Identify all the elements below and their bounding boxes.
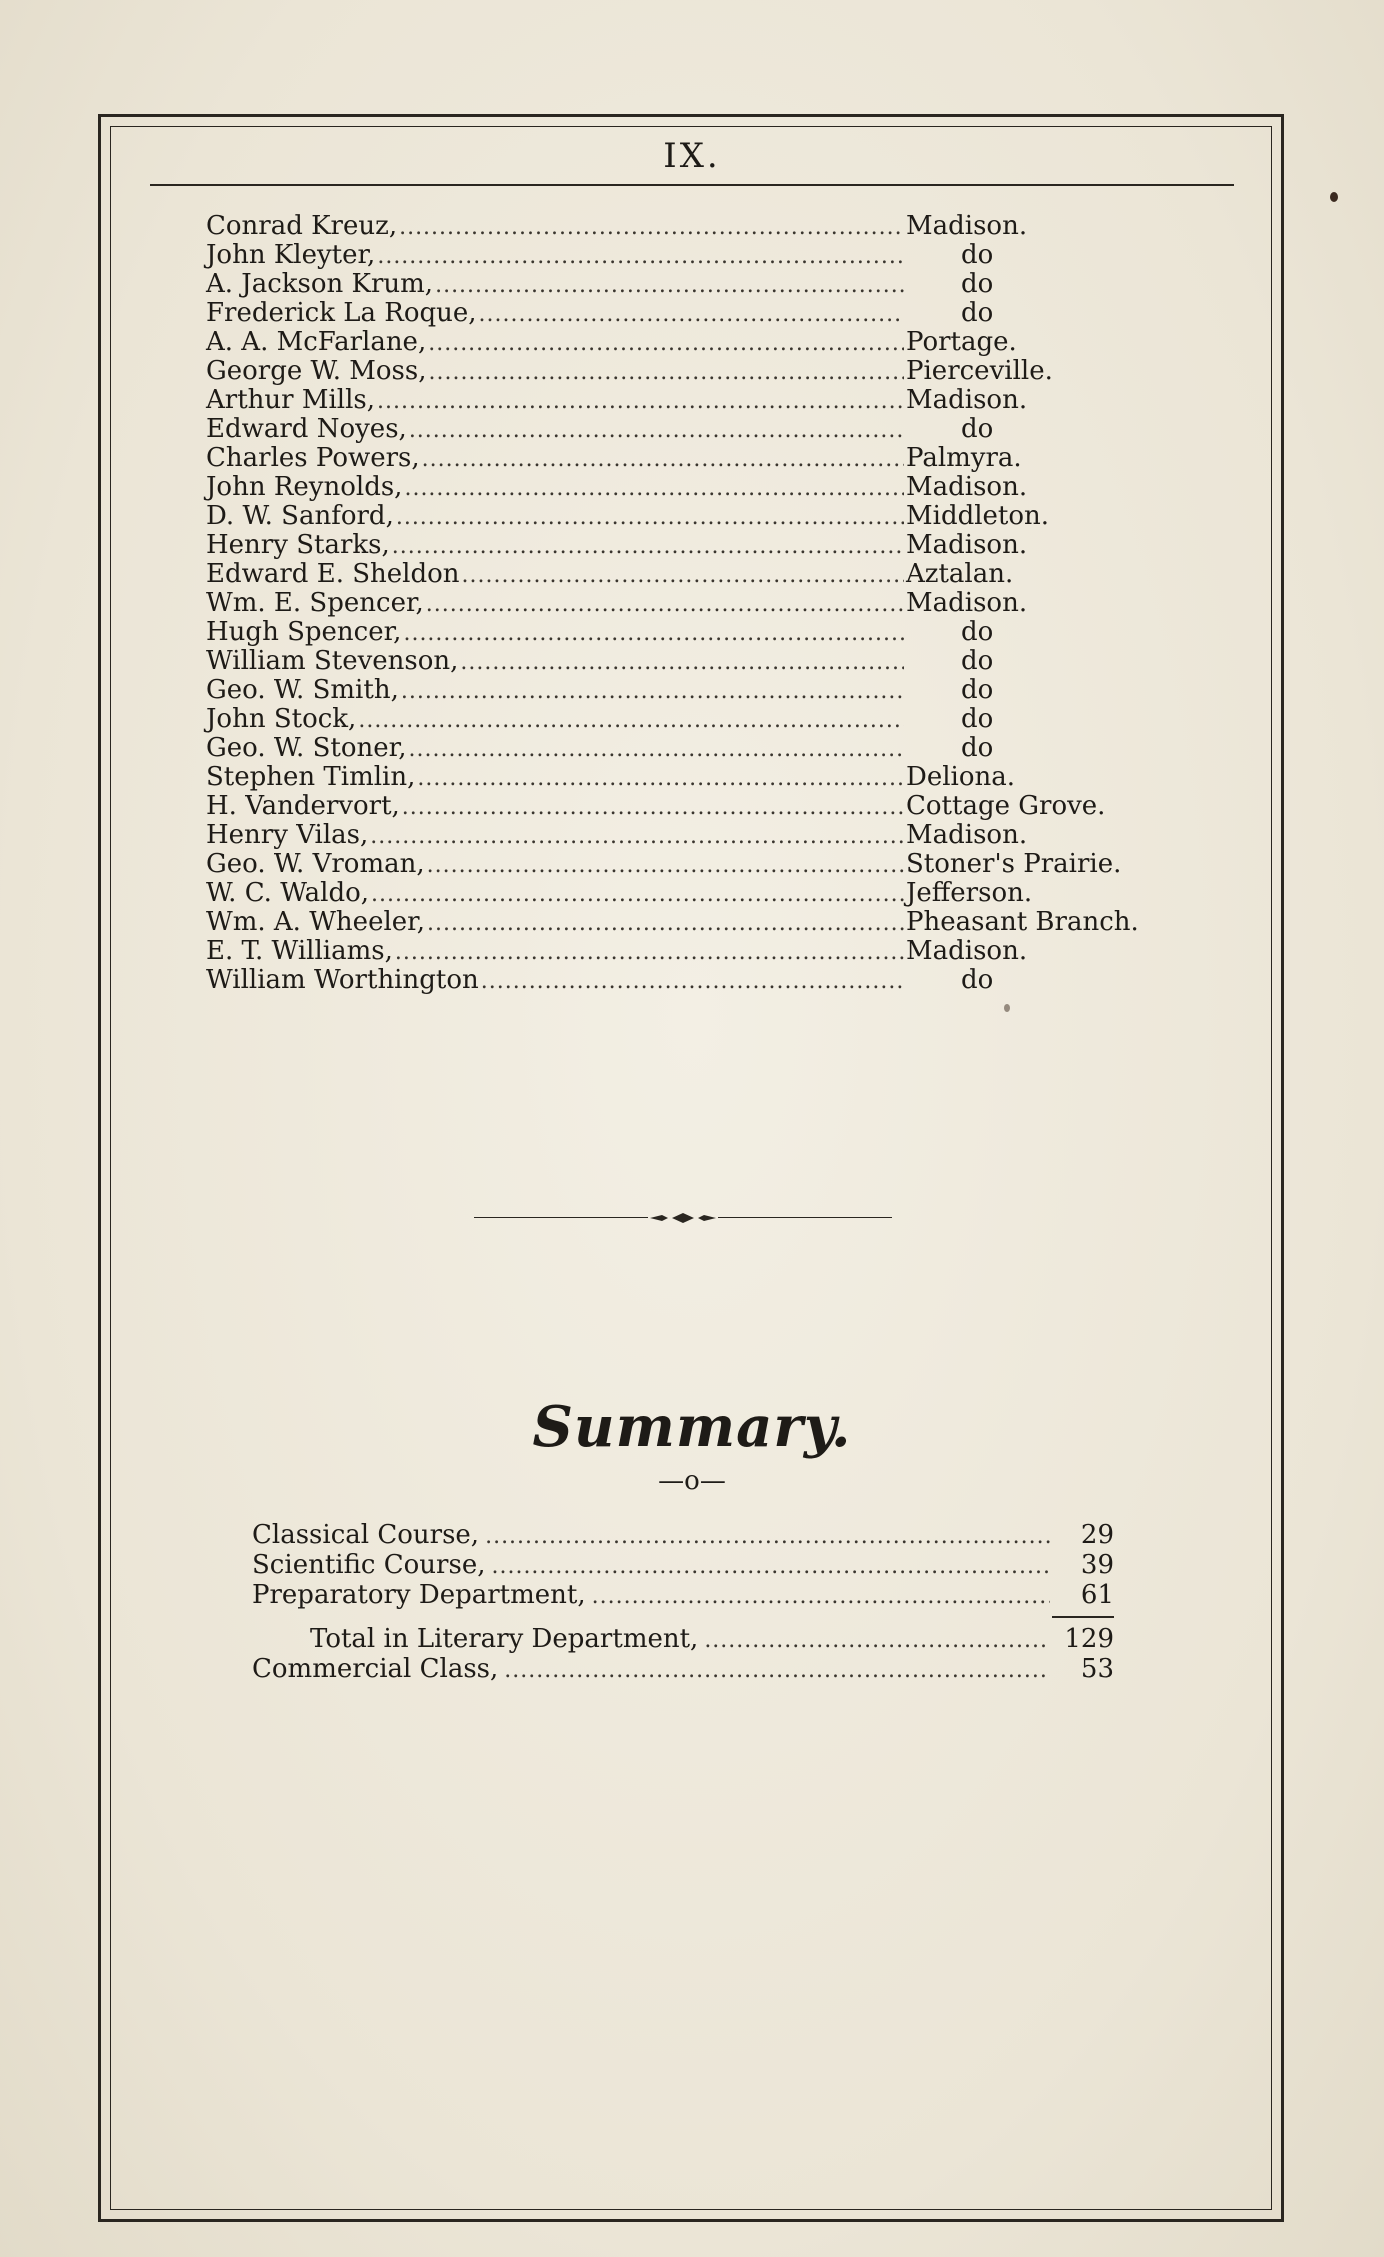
total-rule — [1052, 1610, 1114, 1624]
summary-commercial-value: 53 — [1080, 1654, 1114, 1684]
roster-row — [206, 531, 1206, 560]
dot-leader — [408, 735, 904, 764]
roster-row — [206, 618, 1206, 647]
dot-leader — [399, 213, 904, 242]
summary-value: 39 — [1080, 1550, 1114, 1580]
roster-row — [206, 821, 1206, 850]
student-town: do — [961, 240, 994, 270]
student-town: do — [961, 298, 994, 328]
student-name: Edward E. Sheldon — [206, 559, 460, 589]
student-town: do — [961, 646, 994, 676]
dot-leader — [481, 967, 904, 996]
summary-heading: Summary. — [532, 1394, 852, 1460]
summary-total-label: Total in Literary Department, — [310, 1624, 699, 1654]
roster-row — [206, 241, 1206, 270]
dot-leader — [402, 793, 904, 822]
ornament-icon — [648, 1212, 718, 1224]
roster-row — [206, 908, 1206, 937]
student-town: Madison. — [906, 588, 1028, 618]
student-name: W. C. Waldo, — [206, 878, 370, 908]
roster-row — [206, 328, 1206, 357]
roster-row — [206, 676, 1206, 705]
student-name: E. T. Williams, — [206, 936, 393, 966]
student-town: do — [961, 704, 994, 734]
ornamental-separator — [474, 1212, 892, 1224]
student-name: H. Vandervort, — [206, 791, 400, 821]
student-town: Madison. — [906, 385, 1028, 415]
student-town: Madison. — [906, 820, 1028, 850]
roster-row — [206, 763, 1206, 792]
student-name: Henry Vilas, — [206, 820, 369, 850]
roster-row — [206, 850, 1206, 879]
summary-label: Scientific Course, — [252, 1550, 486, 1580]
roster-row — [206, 415, 1206, 444]
student-town: do — [961, 675, 994, 705]
ink-spot — [1330, 192, 1338, 202]
student-name: Geo. W. Smith, — [206, 675, 399, 705]
dot-leader — [491, 1552, 1050, 1582]
dot-leader — [371, 880, 904, 909]
roster-row — [206, 734, 1206, 763]
summary-commercial-label: Commercial Class, — [252, 1654, 499, 1684]
summary-label: Classical Course, — [252, 1520, 480, 1550]
roster-row — [206, 879, 1206, 908]
student-name: A. A. McFarlane, — [206, 327, 427, 357]
dot-leader — [427, 909, 904, 938]
summary-commercial-row — [252, 1654, 1114, 1684]
student-name: John Stock, — [206, 704, 357, 734]
summary-total-value: 129 — [1064, 1624, 1114, 1654]
roster-row — [206, 357, 1206, 386]
dot-leader — [404, 474, 904, 503]
roster-row — [206, 705, 1206, 734]
student-name: George W. Moss, — [206, 356, 427, 386]
student-name: William Stevenson, — [206, 646, 459, 676]
student-name: Stephen Timlin, — [206, 762, 416, 792]
dot-leader — [485, 1522, 1050, 1552]
roster-row — [206, 966, 1206, 995]
student-town: Stoner's Prairie. — [906, 849, 1122, 879]
page-number: IX. — [663, 136, 721, 176]
roster-row — [206, 589, 1206, 618]
student-name: John Kleyter, — [206, 240, 376, 270]
dot-leader — [377, 242, 904, 271]
dot-leader — [479, 300, 904, 329]
student-town: Madison. — [906, 472, 1028, 502]
student-town: Pierceville. — [906, 356, 1053, 386]
student-town: Deliona. — [906, 762, 1016, 792]
student-name: Henry Starks, — [206, 530, 390, 560]
summary-subheading: —o— — [658, 1466, 726, 1496]
student-name: Charles Powers, — [206, 443, 420, 473]
summary-total-row — [252, 1624, 1114, 1654]
dot-leader — [417, 764, 904, 793]
student-town: Palmyra. — [906, 443, 1022, 473]
student-name: Frederick La Roque, — [206, 298, 477, 328]
student-town: Cottage Grove. — [906, 791, 1106, 821]
dot-leader — [358, 706, 904, 735]
dot-leader — [462, 561, 904, 590]
student-name: John Reynolds, — [206, 472, 403, 502]
summary-table — [252, 1520, 1114, 1684]
roster-row — [206, 386, 1206, 415]
student-name: A. Jackson Krum, — [206, 269, 434, 299]
roster-row — [206, 792, 1206, 821]
student-name: Arthur Mills, — [206, 385, 376, 415]
student-name: Edward Noyes, — [206, 414, 407, 444]
student-name: William Worthington — [206, 965, 479, 995]
roster-row — [206, 473, 1206, 502]
student-town: do — [961, 269, 994, 299]
header-rule — [150, 184, 1234, 186]
student-roster — [206, 212, 1206, 995]
dot-leader — [396, 503, 904, 532]
dot-leader — [392, 532, 904, 561]
student-town: Jefferson. — [906, 878, 1033, 908]
summary-row — [252, 1580, 1114, 1610]
dot-leader — [401, 677, 904, 706]
roster-row — [206, 560, 1206, 589]
student-name: Wm. E. Spencer, — [206, 588, 424, 618]
dot-leader — [395, 938, 904, 967]
dot-leader — [409, 416, 904, 445]
roster-row — [206, 937, 1206, 966]
student-town: do — [961, 414, 994, 444]
roster-row — [206, 270, 1206, 299]
student-name: Geo. W. Vroman, — [206, 849, 425, 879]
student-name: Wm. A. Wheeler, — [206, 907, 425, 937]
dot-leader — [427, 851, 904, 880]
student-town: Madison. — [906, 530, 1028, 560]
student-town: Pheasant Branch. — [906, 907, 1139, 937]
dot-leader — [428, 329, 904, 358]
dot-leader — [377, 387, 904, 416]
dot-leader — [592, 1582, 1050, 1612]
summary-value: 29 — [1080, 1520, 1114, 1550]
dot-leader — [704, 1626, 1050, 1656]
student-town: Portage. — [906, 327, 1017, 357]
roster-row — [206, 212, 1206, 241]
student-name: Geo. W. Stoner, — [206, 733, 407, 763]
dot-leader — [370, 822, 904, 851]
roster-row — [206, 299, 1206, 328]
student-town: do — [961, 617, 994, 647]
student-town: do — [961, 733, 994, 763]
student-name: Conrad Kreuz, — [206, 211, 398, 241]
dot-leader — [422, 445, 904, 474]
dot-leader — [435, 271, 904, 300]
summary-row — [252, 1550, 1114, 1580]
dot-leader — [428, 358, 904, 387]
student-town: Middleton. — [906, 501, 1050, 531]
roster-row — [206, 502, 1206, 531]
student-name: Hugh Spencer, — [206, 617, 402, 647]
student-town: Aztalan. — [906, 559, 1014, 589]
summary-label: Preparatory Department, — [252, 1580, 586, 1610]
dot-leader — [403, 619, 904, 648]
dot-leader — [504, 1656, 1050, 1686]
summary-value: 61 — [1080, 1580, 1114, 1610]
dot-leader — [460, 648, 904, 677]
student-town: Madison. — [906, 936, 1028, 966]
roster-row — [206, 444, 1206, 473]
student-town: do — [961, 965, 994, 995]
roster-row — [206, 647, 1206, 676]
dot-leader — [426, 590, 904, 619]
student-town: Madison. — [906, 211, 1028, 241]
student-name: D. W. Sanford, — [206, 501, 394, 531]
ink-spot — [1004, 1004, 1010, 1012]
summary-row — [252, 1520, 1114, 1550]
